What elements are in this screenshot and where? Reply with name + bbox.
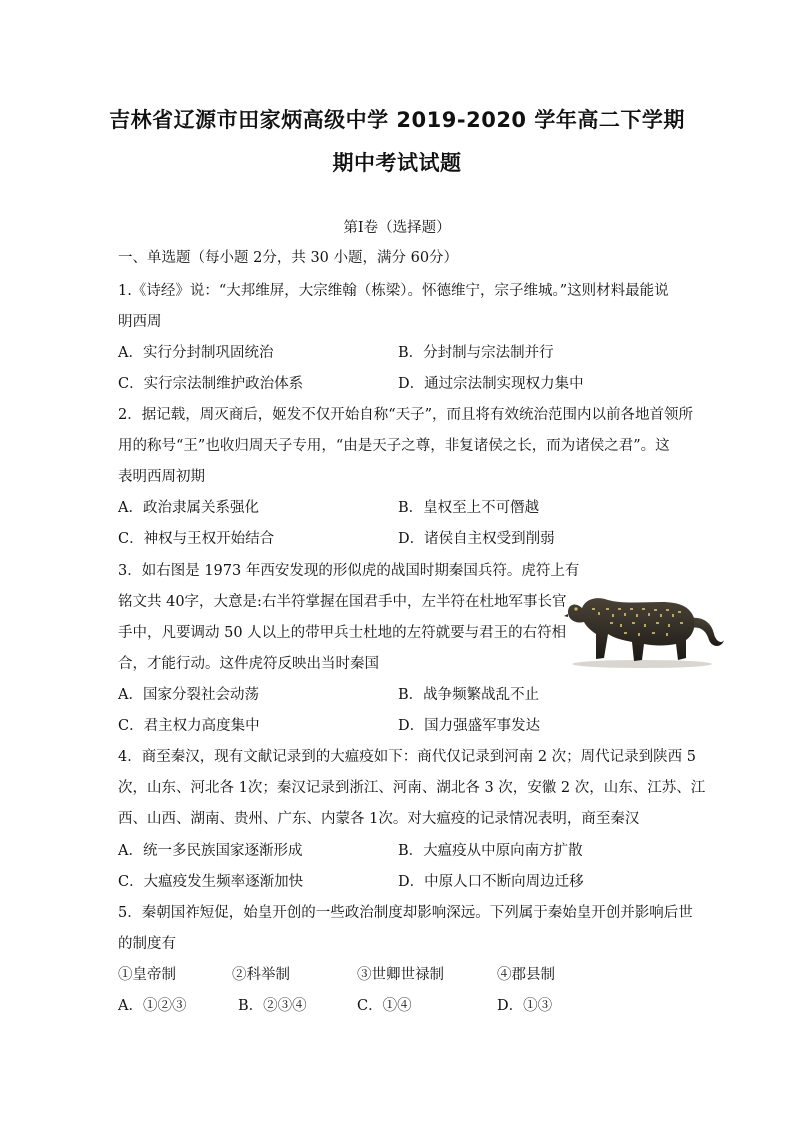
q3-stem-line1: 3．如右图是 1973 年西安发现的形似虎的战国时期秦国兵符。虎符上有 <box>118 563 580 579</box>
q4-option-a: A．统一多民族国家逐渐形成 <box>118 843 303 859</box>
q4-option-c: C．大瘟疫发生频率逐渐加快 <box>118 874 304 890</box>
q2-stem-line1: 2．据记载，周灭商后，姬发不仅开始自称“天子”，而且将有效统治范围内以前各地首领所 <box>118 407 694 423</box>
q5-item-3: ③世卿世禄制 <box>357 967 444 983</box>
q3-stem-line3: 手中，凡要调动 50 人以上的带甲兵士杜地的左符就要与君王的右符相 <box>118 625 567 641</box>
q2-stem-line2: 用的称号“王”也收归周天子专用，“由是天子之尊，非复诸侯之长，而为诸侯之君”。这 <box>118 438 670 454</box>
q5-option-d: D．①③ <box>497 998 553 1014</box>
exam-title-line1: 吉林省辽源市田家炳高级中学 2019-2020 学年高二下学期 <box>109 108 685 132</box>
q5-item-1: ①皇帝制 <box>118 967 176 983</box>
q5-item-2: ②科举制 <box>232 967 290 983</box>
q2-stem-line3: 表明西周初期 <box>118 469 205 485</box>
q2-option-a: A．政治隶属关系强化 <box>118 500 259 516</box>
q5-option-a: A．①②③ <box>118 998 187 1014</box>
q1-option-c: C．实行宗法制维护政治体系 <box>118 376 304 392</box>
q5-stem-line2: 的制度有 <box>118 936 176 952</box>
part-heading: 一、单选题（每小题 2分，共 30 小题，满分 60分） <box>118 250 459 266</box>
q1-option-a: A．实行分封制巩固统治 <box>118 345 274 361</box>
q1-stem-line2: 明西周 <box>118 314 162 330</box>
q2-option-d: D．诸侯自主权受到削弱 <box>398 531 555 547</box>
q4-option-d: D．中原人口不断向周边迁移 <box>398 874 584 890</box>
q1-option-d: D．通过宗法制实现权力集中 <box>398 376 584 392</box>
q5-item-4: ④郡县制 <box>497 967 555 983</box>
q5-stem-line1: 5．秦朝国祚短促，始皇开创的一些政治制度却影响深远。下列属于秦始皇开创并影响后世 <box>118 905 693 921</box>
q4-stem-line2: 次，山东、河北各 1次；秦汉记录到浙江、河南、湖北各 3 次，安徽 2 次，山东、江苏、江 <box>118 780 706 796</box>
q3-stem-line4: 合，才能行动。这件虎符反映出当时秦国 <box>118 656 379 672</box>
q1-option-b: B．分封制与宗法制并行 <box>398 345 554 361</box>
q5-option-b: B．②③④ <box>238 998 307 1014</box>
q3-option-b: B．战争频繁战乱不止 <box>398 687 540 703</box>
q3-option-c: C．君主权力高度集中 <box>118 718 260 734</box>
q2-option-b: B．皇权至上不可僭越 <box>398 500 540 516</box>
q2-option-c: C．神权与王权开始结合 <box>118 531 275 547</box>
q4-option-b: B．大瘟疫从中原向南方扩散 <box>398 843 583 859</box>
section-header: 第Ⅰ卷（选择题） <box>343 220 451 236</box>
q3-stem-line2: 铭文共 40字，大意是:右半符掌握在国君手中，左半符在杜地军事长官 <box>118 594 567 610</box>
q3-option-d: D．国力强盛军事发达 <box>398 718 541 734</box>
tiger-tally-image <box>562 578 726 670</box>
q1-stem-line1: 1.《诗经》说：“大邦维屏，大宗维翰（栋梁）。怀德维宁，宗子维城。”这则材料最能说 <box>118 283 669 299</box>
q5-option-c: C．①④ <box>357 998 412 1014</box>
q4-stem-line1: 4．商至秦汉，现有文献记录到的大瘟疫如下：商代仅记录到河南 2 次；周代记录到陕西 5 <box>118 749 696 765</box>
exam-title-line2: 期中考试试题 <box>332 151 462 175</box>
q4-stem-line3: 西、山西、湖南、贵州、广东、内蒙各 1次。对大瘟疫的记录情况表明，商至秦汉 <box>118 811 640 827</box>
q3-option-a: A．国家分裂社会动荡 <box>118 687 259 703</box>
